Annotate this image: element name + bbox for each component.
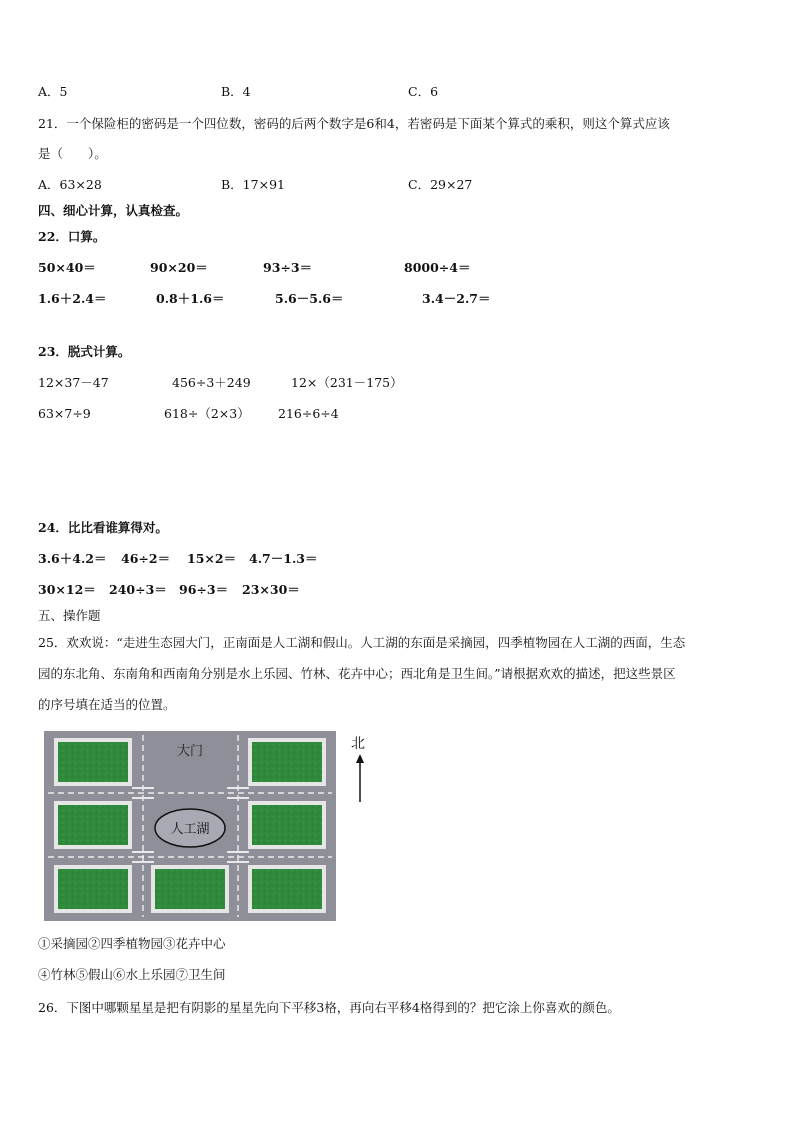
q22-r2-item: 1.6＋2.4＝ <box>38 291 107 306</box>
park-map <box>44 731 336 921</box>
block-e <box>248 801 326 849</box>
q21-option-a: A．63×28 <box>38 177 102 192</box>
q20-option-b: B．4 <box>221 84 251 99</box>
q20-option-c: C．6 <box>408 84 439 99</box>
lake-label: 人工湖 <box>170 822 210 837</box>
q23-r1-item: 12×37－47 <box>38 375 109 390</box>
q24-r2-item: 240÷3＝ <box>109 582 167 597</box>
q24-row1 <box>38 551 498 567</box>
q20-options <box>38 84 498 100</box>
q26-line1: 26．下图中哪颗星星是把有阴影的星星先向下平移3格，再向右平移4格得到的？把它涂上你喜欢的颜色。 <box>38 1000 620 1015</box>
block-ne <box>248 738 326 786</box>
q22-r2-item: 3.4－2.7＝ <box>422 291 491 306</box>
q22-title: 22．口算。 <box>38 229 106 244</box>
q24-r2-item: 96÷3＝ <box>179 582 229 597</box>
q25-line2: 园的东北角、东南角和西南角分别是水上乐园、竹林、花卉中心；西北角是卫生间。”请根据欢欢的描述，把这些景区 <box>38 666 676 681</box>
q24-r1-item: 15×2＝ <box>187 551 237 566</box>
q24-r1-item: 4.7－1.3＝ <box>249 551 318 566</box>
q24-r1-item: 3.6＋4.2＝ <box>38 551 107 566</box>
q21-line1: 21．一个保险柜的密码是一个四位数，密码的后两个数字是6和4，若密码是下面某个算式的乘积，则这个算式应该 <box>38 116 670 131</box>
q22-r2-item: 5.6－5.6＝ <box>275 291 344 306</box>
q20-option-a: A．5 <box>38 84 68 99</box>
q22-row2 <box>38 291 498 307</box>
block-s <box>151 865 229 913</box>
q25-line1: 25．欢欢说：“走进生态园大门，正南面是人工湖和假山。人工湖的东面是采摘园，四季植物园在人工湖的西面，生态 <box>38 635 686 650</box>
q22-r1-item: 93÷3＝ <box>263 260 313 275</box>
q23-row1 <box>38 375 498 391</box>
north-arrow-icon <box>348 734 372 804</box>
q23-title: 23．脱式计算。 <box>38 344 131 359</box>
block-nw <box>54 738 132 786</box>
q21-option-c: C．29×27 <box>408 177 473 192</box>
q23-row2 <box>38 406 498 422</box>
block-se <box>248 865 326 913</box>
q24-r1-item: 46÷2＝ <box>121 551 171 566</box>
q24-r2-item: 23×30＝ <box>242 582 300 597</box>
q25-legend2: ④竹林⑤假山⑥水上乐园⑦卫生间 <box>38 967 226 982</box>
block-w <box>54 801 132 849</box>
q24-r2-item: 30×12＝ <box>38 582 96 597</box>
q23-r2-item: 63×7÷9 <box>38 406 91 421</box>
q23-r1-item: 456÷3＋249 <box>172 375 251 390</box>
gate-label: 大门 <box>176 744 204 759</box>
q22-row1 <box>38 260 498 276</box>
q23-r1-item: 12×（231－175） <box>291 375 403 390</box>
q24-row2 <box>38 582 498 598</box>
q21-options <box>38 177 498 193</box>
q21-option-b: B．17×91 <box>221 177 285 192</box>
q25-line3: 的序号填在适当的位置。 <box>38 697 176 712</box>
q23-r2-item: 618÷（2×3） <box>164 406 250 421</box>
q22-r1-item: 90×20＝ <box>150 260 208 275</box>
q25-legend1: ①采摘园②四季植物园③花卉中心 <box>38 936 226 951</box>
q22-r2-item: 0.8＋1.6＝ <box>156 291 225 306</box>
q24-title: 24．比比看谁算得对。 <box>38 520 168 535</box>
q23-r2-item: 216÷6÷4 <box>278 406 339 421</box>
block-sw <box>54 865 132 913</box>
section5-title: 五、操作题 <box>38 608 101 623</box>
north-label: 北 <box>351 736 365 752</box>
q22-r1-item: 50×40＝ <box>38 260 96 275</box>
q22-r1-item: 8000÷4＝ <box>404 260 471 275</box>
section4-title: 四、细心计算，认真检查。 <box>38 203 189 218</box>
q21-line2: 是（ ）。 <box>38 146 107 161</box>
